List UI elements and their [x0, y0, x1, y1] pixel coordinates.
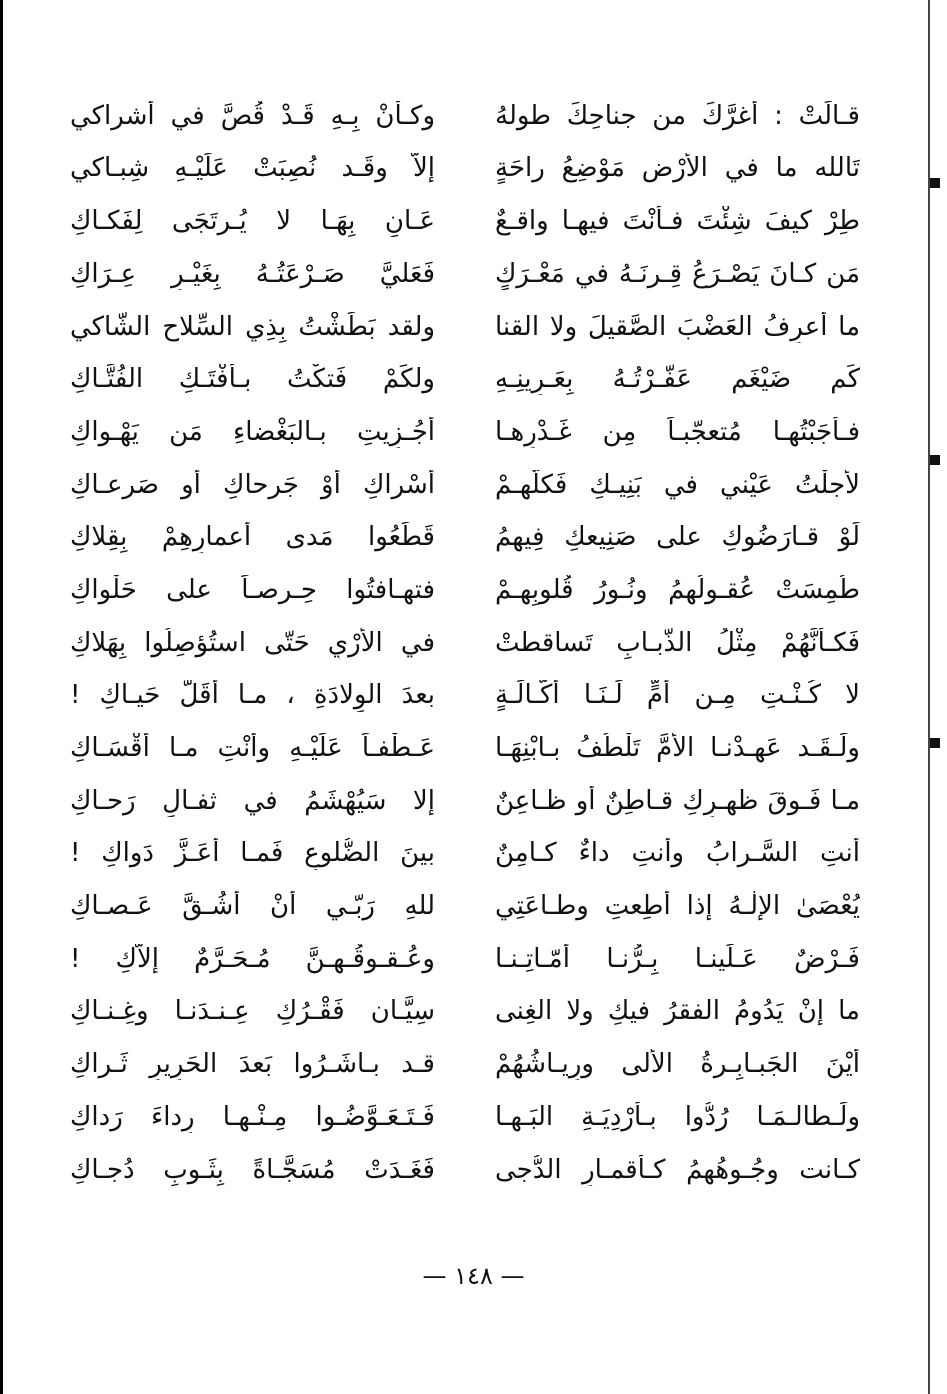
first-hemistich: كَم ضَيْغَمٍ عَفَّـرْتُـهُ بِعَـرِينِـهِ [495, 364, 860, 395]
second-hemistich: عَـانٍ بِهَـا لا يُـرتَجَى لِفَكـاكِ [70, 206, 435, 237]
first-hemistich: مَن كـانَ يَصْـرَعُ قِـرنَـهُ في مَعْـرَكٍ [495, 258, 860, 289]
verse [70, 670, 860, 723]
second-hemistich: للهِ رَبّـي أنْ أشُـقَّ عَـصـاكِ [70, 891, 435, 922]
second-hemistich: إلاّ وقَـد نُصِبَتْ عَلَيْـهِ شِبـاكي [70, 153, 435, 184]
verse [70, 406, 860, 459]
verse [70, 353, 860, 406]
first-hemistich: كـانت وجُـوهُهمُ كـأقمـارِ الدُّجى [495, 1154, 860, 1185]
second-hemistich: إلا سَيُهْشَمُ في ثفـالِ رَحـاكِ [70, 785, 435, 816]
second-hemistich: قَطَعُوا مَدى أعمارِهِمْ بِقِلاكِ [70, 522, 435, 553]
verse [70, 722, 860, 775]
verse [70, 301, 860, 354]
first-hemistich: فَكـأنَّهُمْ مِثْلُ الذُّبـابِ تَساقطتْ [495, 627, 860, 658]
verse [70, 143, 860, 196]
scan-edge-right [928, 0, 930, 1394]
first-hemistich: مـا فَـوقَ ظهـرِكِ قـاطِنٌ أو ظـاعِنٌ [495, 785, 860, 816]
second-hemistich: فتهـافتُوا حِـرصـاً على حَلْواكِ [70, 574, 435, 605]
page-number: — ١٤٨ — [422, 1262, 525, 1290]
second-hemistich: قـد بـاشَـرُوا بَعدَ الحَرِيرِ ثَـراكِ [70, 1049, 435, 1080]
first-hemistich: ما إنْ يَدُومُ الفقرُ فيكِ ولا الغِنى [495, 996, 860, 1027]
second-hemistich: بعدَ الوِلادَةِ ، مـا أقَلَّ حَيـاكِ ! [70, 680, 435, 711]
second-hemistich: عَـطْفـاً عَلَيْـهِ وأنْتِ مـا أقْسَـاكِ [70, 733, 435, 763]
second-hemistich: سِيَّـان فَقْـرُكِ عِـنـدَنـا وغِـنـاكِ [70, 996, 435, 1027]
first-hemistich: طِرْ كيفَ شِئْتَ فـأنْتَ فيهـا واقـعٌ [495, 206, 860, 237]
scan-mark [930, 178, 940, 188]
first-hemistich: أيْنَ الجَبـابِـرةُ الأُلى ورِيـاشُهُمْ [495, 1049, 860, 1080]
second-hemistich: فَعَليَّ صَـرْعَتُـهُ بِغَيْـرِ عِـرَاكِ [70, 258, 435, 289]
second-hemistich: ولقد بَطَشْتُ بِذِي السِّلاحِ الشّاكي [70, 311, 435, 342]
first-hemistich: أنتِ السَّـرابُ وأنتِ داءٌ كـامِنٌ [495, 838, 860, 869]
scan-mark [930, 738, 940, 748]
verse [70, 195, 860, 248]
poem [70, 90, 860, 1196]
scan-mark [930, 455, 940, 465]
second-hemistich: وعُـقـوقُـهـنَّ مُـحَـرَّمٌ إلاّكِ ! [70, 943, 435, 974]
verse [70, 986, 860, 1039]
verse [70, 90, 860, 143]
first-hemistich: لا كُـنْـتِ مِـن أمٍّ لَـنَـا أكّـالَـةٍ [495, 680, 860, 711]
first-hemistich: لأجلْتُ عَيْني في بَنِيـكِ فَكلُّهـمْ [495, 469, 860, 500]
first-hemistich: يُعْصَىٰ الإلٰـهُ إذا أُطِعتِ وطـاعَتِي [495, 891, 860, 922]
verse [70, 1144, 860, 1197]
verse [70, 512, 860, 565]
verse [70, 459, 860, 512]
second-hemistich: في الأرْيِ حَتّى استُؤصِلُوا بِهَلاكِ [70, 627, 435, 658]
first-hemistich: ولَـطالـمَـا رُدُّوا بـأرْدِيَـةِ البَـهـا [495, 1101, 860, 1132]
verse [70, 617, 860, 670]
second-hemistich: أسْراكِ أوْ جَرحاكِ أو صَرعـاكِ [70, 469, 435, 500]
first-hemistich: فـأجَبْتُهـا مُتعجّبـاً مِن غَـدْرِهـا [495, 416, 860, 447]
second-hemistich: وكـأنْ بِـهِ قَـدْ قُصَّ في أشراكي [70, 100, 435, 131]
verse [70, 775, 860, 828]
second-hemistich: فَغَـدَتْ مُسَجَّـاةً بِثَـوبِ دُجـاكِ [70, 1154, 435, 1185]
verse [70, 828, 860, 881]
verse [70, 564, 860, 617]
first-hemistich: طُمِسَتْ عُقـولُهمُ ونُـورُ قُلوبِهِـمْ [495, 574, 860, 605]
second-hemistich: بينَ الضُّلوعِ فَمـا أعَـزَّ دَواكِ ! [70, 838, 435, 869]
second-hemistich: أجُـزِيتِ بـالبَغْضاءِ مَن يَهْـواكِ [70, 416, 435, 447]
second-hemistich: فَـتَـعَـوَّضُـوا مِـنْـهـا رِداءَ رَداكِ [70, 1101, 435, 1132]
verse [70, 933, 860, 986]
first-hemistich: ولَـقَـد عَهِـدْنـا الأمَّ تَلْطُفُ بـابْنِهَـا [495, 733, 860, 763]
first-hemistich: تَالله ما في الأرْضِ مَوْضِعُ راحَةٍ [495, 153, 860, 184]
verse [70, 1091, 860, 1144]
verse [70, 1038, 860, 1091]
verse [70, 880, 860, 933]
first-hemistich: لَوْ قـارَضُوكِ على صَنِيعكِ فِيهِمُ [495, 522, 860, 553]
first-hemistich: ما أعرِفُ العَضْبَ الصَّقيلَ ولا القنا [495, 311, 860, 342]
first-hemistich: قـالَتْ : أغرَّكَ من جناحِكَ طولهُ [495, 100, 860, 131]
scan-edge-left [0, 0, 3, 1394]
second-hemistich: ولكَمْ فَتكْتُ بـأفْتَـكِ الفُتَّـاكِ [70, 364, 435, 395]
verse [70, 248, 860, 301]
first-hemistich: فَـرْضٌ عَـلَينـا بِـرُّنـا أمّـاتِـنـا [495, 943, 860, 974]
